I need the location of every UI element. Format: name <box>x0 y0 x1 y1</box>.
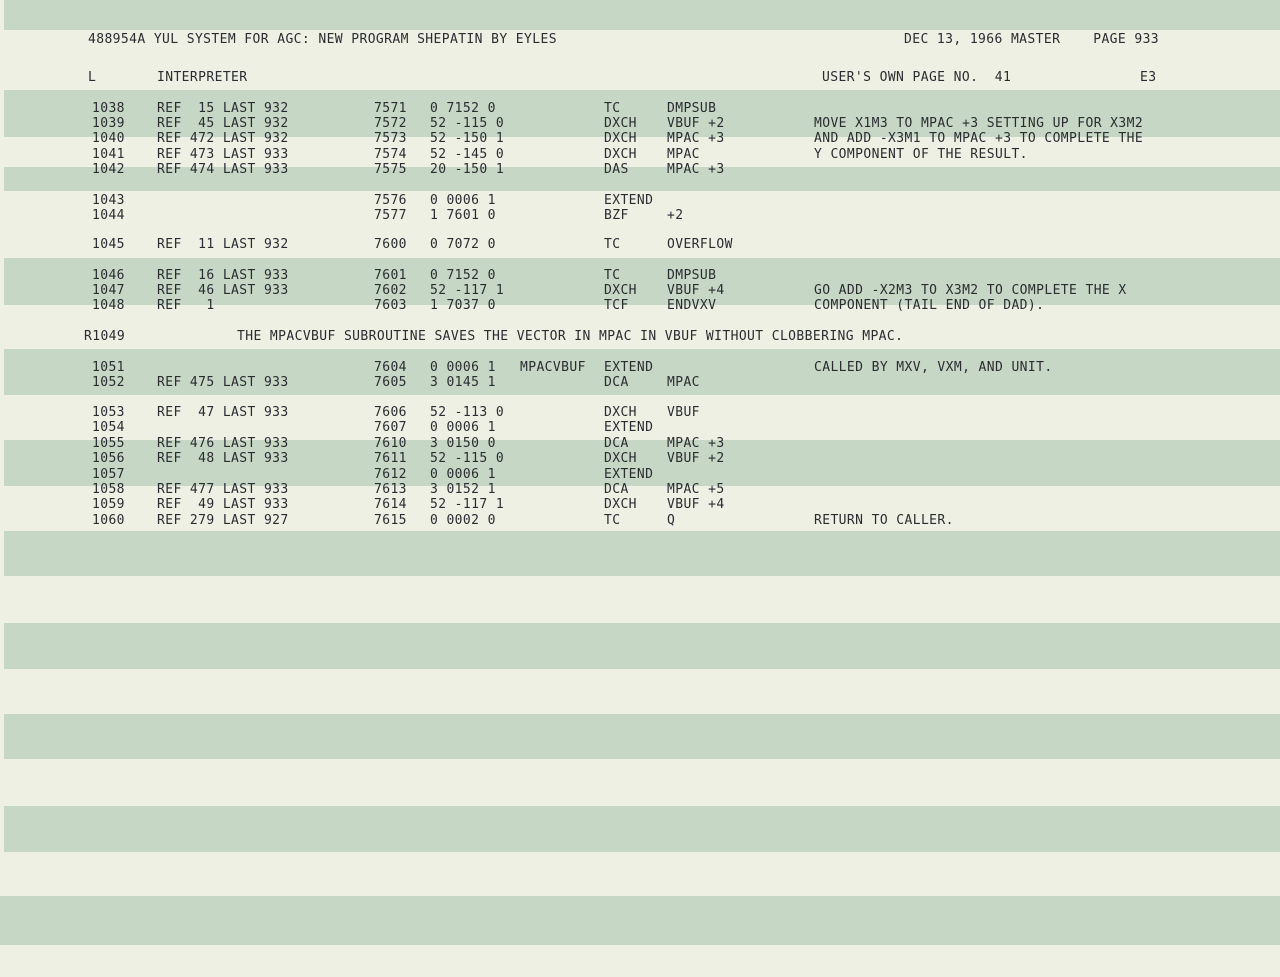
comment-field: RETURN TO CALLER. <box>814 513 954 528</box>
ref-field: REF 46 LAST 933 <box>157 283 289 298</box>
line-number: 1041 <box>92 147 125 162</box>
address-field: 7611 <box>374 451 407 466</box>
operand-field: VBUF +4 <box>667 283 725 298</box>
listing-row <box>0 298 1280 313</box>
opcode-field: TC <box>604 513 621 528</box>
ref-field: REF 48 LAST 933 <box>157 451 289 466</box>
opcode-field: TCF <box>604 298 629 313</box>
opcode-field: EXTEND <box>604 467 654 482</box>
opcode-field: DXCH <box>604 451 637 466</box>
listing-row <box>0 360 1280 375</box>
listing-row <box>0 375 1280 390</box>
address-field: 7604 <box>374 360 407 375</box>
listing-row <box>0 101 1280 116</box>
opcode-field: DXCH <box>604 283 637 298</box>
address-field: 7612 <box>374 467 407 482</box>
listing-row <box>0 497 1280 512</box>
comment-field: GO ADD -X2M3 TO X3M2 TO COMPLETE THE X <box>814 283 1127 298</box>
line-number: 1046 <box>92 268 125 283</box>
listing-row <box>0 467 1280 482</box>
address-field: 7576 <box>374 193 407 208</box>
address-field: 7601 <box>374 268 407 283</box>
opcode-field: TC <box>604 101 621 116</box>
code-field: 0 0006 1 <box>430 467 496 482</box>
address-field: 7613 <box>374 482 407 497</box>
opcode-field: DXCH <box>604 497 637 512</box>
code-field: 52 -113 0 <box>430 405 505 420</box>
code-field: 0 7152 0 <box>430 101 496 116</box>
code-field: 20 -150 1 <box>430 162 505 177</box>
line-number: 1051 <box>92 360 125 375</box>
opcode-field: DXCH <box>604 116 637 131</box>
line-number: 1039 <box>92 116 125 131</box>
comment-field: AND ADD -X3M1 TO MPAC +3 TO COMPLETE THE <box>814 131 1144 146</box>
address-field: 7574 <box>374 147 407 162</box>
line-number: 1040 <box>92 131 125 146</box>
listing-row <box>0 116 1280 131</box>
listing-row <box>0 513 1280 528</box>
line-number: 1056 <box>92 451 125 466</box>
listing-row <box>0 420 1280 435</box>
code-field: 52 -115 0 <box>430 451 505 466</box>
ref-field: REF 11 LAST 932 <box>157 237 289 252</box>
address-field: 7615 <box>374 513 407 528</box>
operand-field: OVERFLOW <box>667 237 733 252</box>
operand-field: VBUF +4 <box>667 497 725 512</box>
ref-field: REF 1 <box>157 298 215 313</box>
operand-field: DMPSUB <box>667 268 717 283</box>
address-field: 7606 <box>374 405 407 420</box>
address-field: 7573 <box>374 131 407 146</box>
operand-field: MPAC +5 <box>667 482 725 497</box>
line-number: 1053 <box>92 405 125 420</box>
opcode-field: DAS <box>604 162 629 177</box>
line-number: 1045 <box>92 237 125 252</box>
opcode-field: DCA <box>604 375 629 390</box>
line-number: 1038 <box>92 101 125 116</box>
line-number: 1043 <box>92 193 125 208</box>
listing-row <box>0 268 1280 283</box>
ref-field: REF 473 LAST 933 <box>157 147 289 162</box>
opcode-field: DCA <box>604 436 629 451</box>
ref-field: REF 45 LAST 932 <box>157 116 289 131</box>
code-field: 3 0152 1 <box>430 482 496 497</box>
line-number: 1047 <box>92 283 125 298</box>
code-field: 3 0145 1 <box>430 375 496 390</box>
label-field: MPACVBUF <box>520 360 586 375</box>
opcode-field: DXCH <box>604 147 637 162</box>
section-mark: L <box>88 70 97 85</box>
code-field: 52 -150 1 <box>430 131 505 146</box>
address-field: 7572 <box>374 116 407 131</box>
listing-row <box>0 131 1280 146</box>
operand-field: +2 <box>667 208 684 223</box>
opcode-field: DXCH <box>604 131 637 146</box>
line-number: 1052 <box>92 375 125 390</box>
address-field: 7610 <box>374 436 407 451</box>
ref-field: REF 16 LAST 933 <box>157 268 289 283</box>
code-field: 0 7072 0 <box>430 237 496 252</box>
line-number: 1048 <box>92 298 125 313</box>
listing-row <box>0 193 1280 208</box>
operand-field: MPAC +3 <box>667 162 725 177</box>
listing-row <box>0 283 1280 298</box>
listing-header-left: 488954A YUL SYSTEM FOR AGC: NEW PROGRAM SHEPATIN BY EYLES <box>88 32 557 47</box>
line-number: 1059 <box>92 497 125 512</box>
address-field: 7607 <box>374 420 407 435</box>
comment-field: COMPONENT (TAIL END OF DAD). <box>814 298 1045 313</box>
address-field: 7577 <box>374 208 407 223</box>
listing-row <box>0 162 1280 177</box>
listing-header-right: DEC 13, 1966 MASTER PAGE 933 <box>904 32 1160 47</box>
code-field: 0 0006 1 <box>430 420 496 435</box>
listing-row <box>0 147 1280 162</box>
opcode-field: BZF <box>604 208 629 223</box>
ref-field: REF 472 LAST 932 <box>157 131 289 146</box>
line-number: 1057 <box>92 467 125 482</box>
operand-field: Q <box>667 513 676 528</box>
comment-field: Y COMPONENT OF THE RESULT. <box>814 147 1028 162</box>
operand-field: MPAC +3 <box>667 436 725 451</box>
remark-line-number: R1049 <box>84 329 126 344</box>
code-field: 0 7152 0 <box>430 268 496 283</box>
opcode-field: DXCH <box>604 405 637 420</box>
ref-field: REF 474 LAST 933 <box>157 162 289 177</box>
listing-row <box>0 436 1280 451</box>
listing-row <box>0 208 1280 223</box>
comment-field: MOVE X1M3 TO MPAC +3 SETTING UP FOR X3M2 <box>814 116 1144 131</box>
address-field: 7603 <box>374 298 407 313</box>
operand-field: MPAC +3 <box>667 131 725 146</box>
line-number: 1042 <box>92 162 125 177</box>
line-number: 1058 <box>92 482 125 497</box>
remark-text: THE MPACVBUF SUBROUTINE SAVES THE VECTOR IN MPAC IN VBUF WITHOUT CLOBBERING MPAC. <box>237 329 904 344</box>
address-field: 7605 <box>374 375 407 390</box>
opcode-field: EXTEND <box>604 360 654 375</box>
comment-field: CALLED BY MXV, VXM, AND UNIT. <box>814 360 1053 375</box>
listing-row <box>0 482 1280 497</box>
operand-field: VBUF +2 <box>667 116 725 131</box>
section-code: E3 <box>1140 70 1157 85</box>
operand-field: ENDVXV <box>667 298 717 313</box>
operand-field: MPAC <box>667 375 700 390</box>
listing-row <box>0 237 1280 252</box>
ref-field: REF 475 LAST 933 <box>157 375 289 390</box>
ref-field: REF 476 LAST 933 <box>157 436 289 451</box>
operand-field: MPAC <box>667 147 700 162</box>
ref-field: REF 49 LAST 933 <box>157 497 289 512</box>
code-field: 0 0002 0 <box>430 513 496 528</box>
users-page-number: USER'S OWN PAGE NO. 41 <box>822 70 1012 85</box>
address-field: 7600 <box>374 237 407 252</box>
code-field: 52 -117 1 <box>430 497 505 512</box>
section-title: INTERPRETER <box>157 70 248 85</box>
address-field: 7575 <box>374 162 407 177</box>
code-field: 52 -117 1 <box>430 283 505 298</box>
line-number: 1054 <box>92 420 125 435</box>
opcode-field: DCA <box>604 482 629 497</box>
code-field: 1 7037 0 <box>430 298 496 313</box>
code-field: 52 -115 0 <box>430 116 505 131</box>
line-number: 1060 <box>92 513 125 528</box>
operand-field: VBUF <box>667 405 700 420</box>
address-field: 7571 <box>374 101 407 116</box>
ref-field: REF 15 LAST 932 <box>157 101 289 116</box>
ref-field: REF 279 LAST 927 <box>157 513 289 528</box>
line-number: 1055 <box>92 436 125 451</box>
opcode-field: EXTEND <box>604 420 654 435</box>
opcode-field: TC <box>604 268 621 283</box>
listing-row <box>0 451 1280 466</box>
listing-row <box>0 405 1280 420</box>
code-field: 0 0006 1 <box>430 360 496 375</box>
operand-field: VBUF +2 <box>667 451 725 466</box>
code-field: 0 0006 1 <box>430 193 496 208</box>
address-field: 7602 <box>374 283 407 298</box>
opcode-field: EXTEND <box>604 193 654 208</box>
address-field: 7614 <box>374 497 407 512</box>
code-field: 1 7601 0 <box>430 208 496 223</box>
ref-field: REF 47 LAST 933 <box>157 405 289 420</box>
ref-field: REF 477 LAST 933 <box>157 482 289 497</box>
line-number: 1044 <box>92 208 125 223</box>
code-field: 3 0150 0 <box>430 436 496 451</box>
operand-field: DMPSUB <box>667 101 717 116</box>
opcode-field: TC <box>604 237 621 252</box>
code-field: 52 -145 0 <box>430 147 505 162</box>
